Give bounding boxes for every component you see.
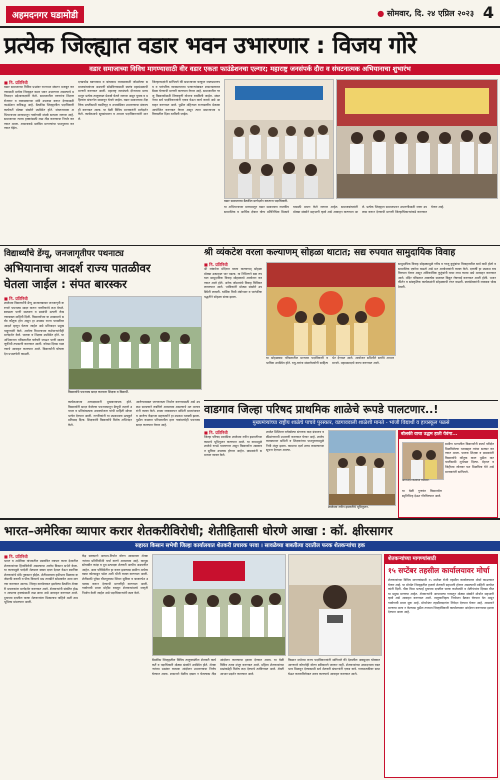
story3-column-2 xyxy=(266,356,394,398)
story5-text-1: भारत व अमेरिका यांच्यातील प्रस्तावित व्यापार करार देशातील शेतकऱ्यांच्या हिताविरोधी असल्याचा आरोप किसान सभेने केला. या करारामुळे परदेशी शेतमाल स्वस्त दरात देशात येऊन स्थानिक शेतकऱ्यांचे मोठे नुकसान होईल. शेतीमालाला हमीभाव मिळावा कर्जमाफी करावी व पीक विम्याचे प्रश्न तातडीने सोडवावेत अशा मागण्या करण्यात आल्या. जिल्हा कार्यालयात झालेल्या बैठकीत शेतकरी प्रचारकांना मार्गदर्शन करण्यात आले. शेतकऱ्यांनी संघटित होऊन आपल्या हक्कांसाठी लढा द्यावा असे आवाहन करण्यात आले. दुधाच्या दरातील फरक शेतकऱ्यांना मिळालाच पाहिजे अशी ठाम भूमिका मांडण्यात आली. xyxy=(4,559,78,605)
morcha-box-text: शेतकऱ्यांच्या विविध मागण्यांसाठी १५ सप्टेंबर रोजी तहसील कार्यालयावर मोर्चा काढण्यात येणार आहे. या मोर्चात जिल्ह्यातील हजारो शेतकरी सहभागी होणार असल्याची माहिती आयोजकांनी दिली. पीक विमा भरपाई दुधाच्या दरातील फरक कर्जमाफी व शेतीपंपांना दिवसा वीज या प्रमुख मागण्या आहेत. शेतकऱ्यांनी आपापल्या गावातून मोठ्या संख्येने मोर्चात सहभागी व्हावे असे आवाहन करण्यात आले. तालुकानिहाय नियोजन बैठका घेण्यात येत असून गावोगावी प्रचार सुरू आहे. मोर्चानंतर तहसीलदारांना निवेदन देण्यात येणार आहे. शासनाने मागण्या मान्य न केल्यास पुढील टप्प्यात जिल्हाधिकारी कार्यालयावर आंदोलन करण्याचा इशारा देण्यात आला आहे. xyxy=(388,578,494,615)
story2-caption: विद्यार्थ्यांचे पथनाट्य सादर करताना शिक्षक व विद्यार्थी. xyxy=(68,390,129,394)
story2-headline xyxy=(4,248,200,292)
lead-text-1: वडार समाजाच्या विविध प्रश्नांवर राज्यभर संघटन मजबूत करण्यासाठी प्रत्येक जिल्ह्यात वडार भवन उभारणार असल्याचे प्रतिपादन प्रदेशाध्यक्षांनी केले. समाजातील तरुणांना शिक्षण रोजगार व व्यवसायाच्या संधी उपलब्ध करून देण्यासाठी फाउंडेशन कटिबद्ध आहे. बैठकीस जिल्ह्यातील पदाधिकारी कार्यकर्ते मोठ्या संख्येने उपस्थित होते. संघटनात्मक अभियानाच्या माध्यमातून गावोगावी संपर्क साधला जाणार आहे. समाजाच्या न्याय्य हक्कांसाठी लढा तीव्र करण्याचा निर्धार करण्यात आला. शासनाकडे प्रलंबित मागण्यांचा पाठपुरावा करण्यात येईल. xyxy=(4,85,74,131)
story4-byline: ■ नि. प्रतिनिधी xyxy=(204,430,228,435)
stage-photo xyxy=(337,80,497,198)
story4-column-1 xyxy=(204,430,262,516)
bullet-icon: ● xyxy=(377,9,385,18)
lead-photo-1 xyxy=(224,79,334,199)
lead-column-2 xyxy=(78,80,148,240)
page-number: 4 xyxy=(482,3,494,22)
sidebar-caption: अभिनंदन करताना मान्यवर. xyxy=(402,479,430,482)
lead-headline: प्रत्येक जिल्ह्यात वडार भवन उभारणार : विजय गोरे xyxy=(4,33,417,59)
sidebar-title: बोलकी वाचा उद्धम हाती येवंगा... xyxy=(399,431,497,439)
lead-byline: ■ नि. प्रतिनिधी xyxy=(4,80,28,85)
story5-byline: ■ नि. प्रतिनिधी xyxy=(4,554,28,559)
speaker-photo xyxy=(289,555,381,655)
lead-caption: वडार समाजाच्या बैठकीत मार्गदर्शन करताना पदाधिकारी. xyxy=(224,199,289,203)
farmers-meeting-photo xyxy=(153,555,285,655)
story2-photo xyxy=(68,296,202,390)
sidebar-photo xyxy=(402,442,444,480)
lead-text-3: जिल्हाध्यक्षांनी सांगितले की समाजाच्या घरकुल जातप्रमाणपत्र व पारंपरिक व्यवसायाच्या परवान्यांबाबत शासनस्तरावर बैठक घेण्याची मागणी करण्यात येणार आहे. समाजातील गरजू विद्यार्थ्यांसाठी शिष्यवृत्ती योजना राबविली जाईल. संघटनेच्या सर्व पदाधिकाऱ्यांनी एकत्र येऊन कार्य करावे असे आवाहन करण्यात आले. पुढील महिन्यात राज्यस्तरीय मेळावा आयोजित करण्यात येणार असून त्यात समाजाच्या भविष्यातील दिशा ठरविली जाईल. xyxy=(152,80,220,117)
story2-column-3 xyxy=(136,400,200,514)
story4-photo xyxy=(328,430,396,506)
story2-column-2 xyxy=(68,400,132,514)
section-divider-2 xyxy=(204,400,498,401)
meeting-photo xyxy=(225,80,333,198)
story2-text-3: आरोग्याबाबत जागरूकता निर्माण करण्यासाठी असे उपक्रम सातत्याने राबविणे आवश्यक असल्याचे मत मान्यवरांनी व्यक्त केले. शाळा व्यवस्थापन समिती ग्रामपंचायत व आरोग्य केंद्राच्या सहकार्याने हा उपक्रम यशस्वी झाला. पुढील काळात परिसरातील इतर गावांमध्येही पथनाट्य सादर करण्यात येणार आहे. xyxy=(136,400,200,427)
sidebar-box xyxy=(398,430,498,518)
date-line: ● सोमवार, दि. २४ एप्रिल २०२३ xyxy=(377,9,474,18)
story4-headline: वाडगाव जिल्हा परिषद प्राथमिक शाळेचे रूपडे पालटणार..! xyxy=(204,403,439,416)
story2-text-2: कार्यक्रमाच्या अध्यक्षस्थानी मुख्याध्यापक होते. विद्यार्थ्यांनी सादर केलेल्या पथनाट्यातून डेंग्यूची लक्षणे उपचार व प्रतिबंधात्मक उपाययोजना यांची माहिती सोप्या भाषेत देण्यात आली. नागरिकांनी या उपक्रमाला उत्स्फूर्त प्रतिसाद दिला. शिक्षकांनी विद्यार्थ्यांचे विशेष अभिनंदन केले. xyxy=(68,400,132,427)
story4-caption: शाळेच्या नवीन इमारतीचे भूमिपूजन. xyxy=(328,505,369,509)
story3-text-3: सामुदायिक विवाह सोहळ्यामुळे गरीब व गरजू कुटुंबांचा विवाहावरील खर्च कमी होतो व सामाजिक एकोपा वाढतो असे मत आयोजकांनी व्यक्त केले. दरवर्षी हा उपक्रम राबविण्यात येणार असून अधिकाधिक कुटुंबांनी याचा लाभ घ्यावा असे आवाहन करण्यात आले. मंदिर परिसरात आकर्षक सजावट विद्युत रोषणाई करण्यात आली होती. भजन कीर्तन व सांस्कृतिक कार्यक्रमांनी सोहळ्याची रंगत वाढली. स्वयंसेवकांनी व्यवस्था चोख ठेवली. xyxy=(398,262,496,289)
masthead-rule xyxy=(0,26,500,28)
story5-text-3: बैठकीस जिल्ह्यातील विविध तालुक्यांतील शेतकरी कार्यकर्ते व पदाधिकारी मोठ्या संख्येने उपस्थित होते. शेतकऱ्यांच्या प्रश्नांवर व्यापक आंदोलन उभारण्याचा निर्णय घेण्यात आला. शासनाने वेळीच दखल न घेतल्यास तीव्र आंदोलन करण्याचा इशारा देण्यात आला. या वेळी विविध ठराव मंजूर करण्यात आले. महिला शेतकऱ्यांच्या प्रश्नांकडेही विशेष लक्ष देण्याचे ठरविण्यात आले. शेवटी आभार प्रदर्शन करण्यात आले. xyxy=(152,658,284,676)
morcha-box xyxy=(384,554,498,778)
section-divider-1 xyxy=(0,245,500,246)
morcha-box-label: शेतकऱ्यांच्या मागण्यांसाठी xyxy=(385,555,497,564)
story5-photo-2 xyxy=(288,554,382,656)
story4-column-2 xyxy=(266,430,324,516)
story5-column-4 xyxy=(288,658,380,776)
story3-text-1: श्री व्यंकटेश मंदिरात वरला कल्याणम् सोहळा मोठ्या उत्साहात पार पडला. या निमित्ताने सद्य रुपयात सामुदायिक विवाह सोहळ्याचे आयोजन करण्यात आले होते. अनेक जोडप्यांचे विवाह विधिवत लावण्यात आले. भाविकांनी मोठ्या संख्येने उपस्थिती लावली. धार्मिक विधी मंत्रोच्चार व पारंपरिक पद्धतीने सोहळा संपन्न झाला. xyxy=(204,267,262,299)
lead-column-3 xyxy=(152,80,220,240)
students-photo xyxy=(69,297,201,389)
story5-text-2: केंद्र सरकारने आयात-निर्यात धोरण आखताना शेतकऱ्यांच्या प्रतिनिधींशी चर्चा करणे आवश्यक आहे. कापूस सोयाबीन कांदा व दूध उत्पादक शेतकरी आधीच अडचणीत आहेत. अशा परिस्थितीत हा करार झाल्यास ग्रामीण अर्थव्यवस्था कोलमडून पडेल अशी भीती व्यक्त करण्यात आली. शेतीसाठी पुरेसा वीजपुरवठा सिंचन सुविधा व बाजारपेठ उपलब्ध करून देण्याची मागणीही करण्यात आली. गावोगावी प्रचार मोहीम राबवून शेतकऱ्यांमध्ये जागृती निर्माण केली जाईल असे पदाधिकाऱ्यांनी स्पष्ट केले. xyxy=(82,554,148,595)
story4-subheadline: मुख्यमंत्र्यांच्या राष्ट्रीय शाळेचे पाचवे पुरस्कार, वडगाववाली शाळेशी मानते - भांजी विद्यार्थी व हायस्कूल पळसे xyxy=(204,419,498,428)
story3-byline: ■ नि. प्रतिनिधी xyxy=(204,262,228,267)
lead-text-4: या अभियानाच्या माध्यमातून वडार समाजाला राजकीय सामाजिक व आर्थिक क्षेत्रात योग्य प्रतिनिधित्व मिळावे यासाठी प्रयत्न केले जाणार आहेत. समाजबांधवांनी मोठ्या संख्येने सहभागी व्हावे असे आवाहन करण्यात आले. प्रत्येक जिल्ह्यात समाजभवन उभारणीसाठी जागा उपलब्ध करून देण्याची मागणी जिल्हाधिकाऱ्यांकडे करण्यात येणार आहे. xyxy=(224,205,445,214)
story5-column-2 xyxy=(82,554,148,776)
paper-name: अहमदनगर घडामोडी xyxy=(6,6,84,23)
story3-column-1 xyxy=(204,262,262,398)
story5-column-3 xyxy=(152,658,284,776)
story3-headline: श्री व्यंकटेश वरला कल्याणम् सोहळा थाटात; सद्य रुपयात सामुदायिक विवाह xyxy=(204,247,456,258)
story2-headline-line3: घेतला जाईल : संपत बारस्कर xyxy=(4,277,127,291)
story2-column-1 xyxy=(4,296,64,514)
story5-headline: भारत–अमेरिका व्यापार करार शेतकरीविरोधी; शेतीहितासी धोरणे आखा : कॉ. क्षीरसागर xyxy=(4,524,393,538)
story5-photo-1 xyxy=(152,554,286,656)
felicitation-photo xyxy=(403,443,443,479)
story4-text-1: जिल्हा परिषद प्राथमिक शाळेच्या नवीन इमारतीच्या कामाचे भूमिपूजन करण्यात आले. या कामामुळे शाळेचे रूपडे पालटणार असून विद्यार्थ्यांना अद्ययावत सुविधा उपलब्ध होणार आहेत. ग्रामस्थांनी समाधान व्यक्त केले. xyxy=(204,435,262,458)
bhoomipujan-photo xyxy=(329,431,395,505)
morcha-box-title: १५ सप्टेंबर तहसील कार्यालयावर मोर्चा xyxy=(388,566,490,575)
section-divider-3 xyxy=(0,518,500,520)
sidebar-text: ग्रामीण भागातील विद्यार्थ्यांनी स्पर्धा परीक्षेत मिळविलेल्या यशाबद्दल त्यांचा सत्कार करण्यात आला. पालक शिक्षक व ग्रामस्थांनी विद्यार्थ्यांचे कौतुक करत पुढील वाटचालीसाठी शुभेच्छा दिल्या. मेहनत व जिद्दीच्या जोरावर यश मिळविता येते असे मान्यवरांनी सांगितले. xyxy=(445,442,494,474)
story5-text-4: किसान सभेच्या राज्य पदाधिकाऱ्यांनी सांगितले की देशातील अन्नसुरक्षा धोक्यात आणणारे कोणतेही धोरण स्वीकारले जाणार नाही. शेतकऱ्यांच्या उत्पादनाला रास्त भाव मिळवून देण्यासाठी सर्व शेतकरी संघटनांनी एकत्र यावे. गावपातळीवर सभा घेऊन कराराविरोधात ठराव करण्याचे आवाहन करण्यात आले. xyxy=(288,658,380,676)
story3-photo xyxy=(266,262,396,356)
lead-text-2: दगडफोड खाणकाम व बांधकाम व्यवसायाशी जोडलेल्या समाजबांधवांच्या अडचणी सोडविण्यासाठी स्वतंत्र महामंडळाची मागणी करण्यात आली. महाराष्ट्र जनसंपर्क दौऱ्याच्या माध्यमातून प्रत्येक तालुक्यात मेळावे घेतले जाणार असून युवक व महिलांना संघटनेत सामावून घेतले जाईल. वडार समाजाच्या शैक्षणिक प्रगतीसाठी वसतिगृह व अभ्यासिका उभारण्याचा संकल्पही करण्यात आला. या वेळी विविध मान्यवरांनी मार्गदर्शन केले. कार्यक्रमाचे सूत्रसंचालन व आभार पदाधिकाऱ्यांनी मानले. xyxy=(78,80,148,121)
masthead xyxy=(0,0,500,30)
story5-column-1 xyxy=(4,554,78,776)
story3-column-3 xyxy=(398,262,496,398)
story5-subheadline: सहारत किसान सभेची जिल्हा कार्यालयात शेतकरी प्रचारक परवा । सावळेच्या बाबतीत्या दरातील फरक शेतकऱ्यांचा हक xyxy=(0,541,500,551)
story2-headline-line2: अभियानाचा आदर्श राज्य पातळीवर xyxy=(4,261,151,275)
story4-text-2: शाळेत डिजिटल वर्गखोल्या संगणक कक्ष ग्रंथालय व क्रीडांगणाची उभारणी करण्यात येणार आहे. शालेय व्यवस्थापन समिती व शिक्षकांच्या पाठपुराव्यामुळे निधी मंजूर झाला. कामाचा दर्जा उत्तम राखण्याच्या सूचना देण्यात आल्या. xyxy=(266,430,324,453)
ceremony-photo xyxy=(267,263,395,355)
lead-column-4 xyxy=(224,205,496,243)
story2-headline-line1: विद्यार्थ्यांचे डेंग्यू, जनजागृतीपर पथनाट्य xyxy=(4,249,124,259)
lead-photo-2 xyxy=(336,79,498,199)
story3-text-2: या सोहळ्यास परिसरातील मान्यवर पदाधिकारी व भाविक उपस्थित होते. वधू-वरांना संसारोपयोगी साहित्य भेट देण्यात आले. आयोजन समितीने सर्वांचे आभार मानले. महाप्रसादाचे वाटप करण्यात आले. xyxy=(266,356,394,365)
lead-subheadline: वडार समाजाच्या विविध मागण्यासाठी वीर वडार एकता फाउंडेशनचा एल्गार; महाराष्ट्र जनसंपर्क दौरा व संघटनात्मक अभियानाचा शुभारंभ xyxy=(0,64,500,75)
story2-text-1: शाळेच्या विद्यार्थ्यांनी डेंग्यू आजाराबाबत जनजागृती करणारे पथनाट्य सादर करून नागरिकांचे लक्ष वेधले. स्वच्छता पाणी साठवण व डासांची उत्पत्ती रोखण्याबाबत माहिती दिली. विद्यार्थ्यांच्या या उपक्रमाचे सर्वत्र कौतुक होत असून हा उपक्रम राज्य पातळीवर आदर्श म्हणून घेतला जाईल असे प्रतिपादन प्रमुख पाहुण्यांनी केले. आरोग्य विभागाच्या कर्मचाऱ्यांनीही मार्गदर्शन केले. पालक व शिक्षक उपस्थित होते. या अभियानात परिसरातील घरोघरी जाऊन पाणी साठवणुकीची तपासणी करण्यात आली. कोरडा दिवस पाळण्याचे आवाहन करण्यात आले. विद्यार्थ्यांनी घोषणा देत प्रभातफेरी काढली. xyxy=(4,301,64,356)
story2-byline: ■ नि. प्रतिनिधी xyxy=(4,296,28,301)
lead-column-1 xyxy=(4,80,74,240)
sidebar-text-2: या वेळी गुणवंत विद्यार्थ्यांना स्मृतिचिन्ह देऊन गौरविण्यात आले. xyxy=(402,489,442,498)
